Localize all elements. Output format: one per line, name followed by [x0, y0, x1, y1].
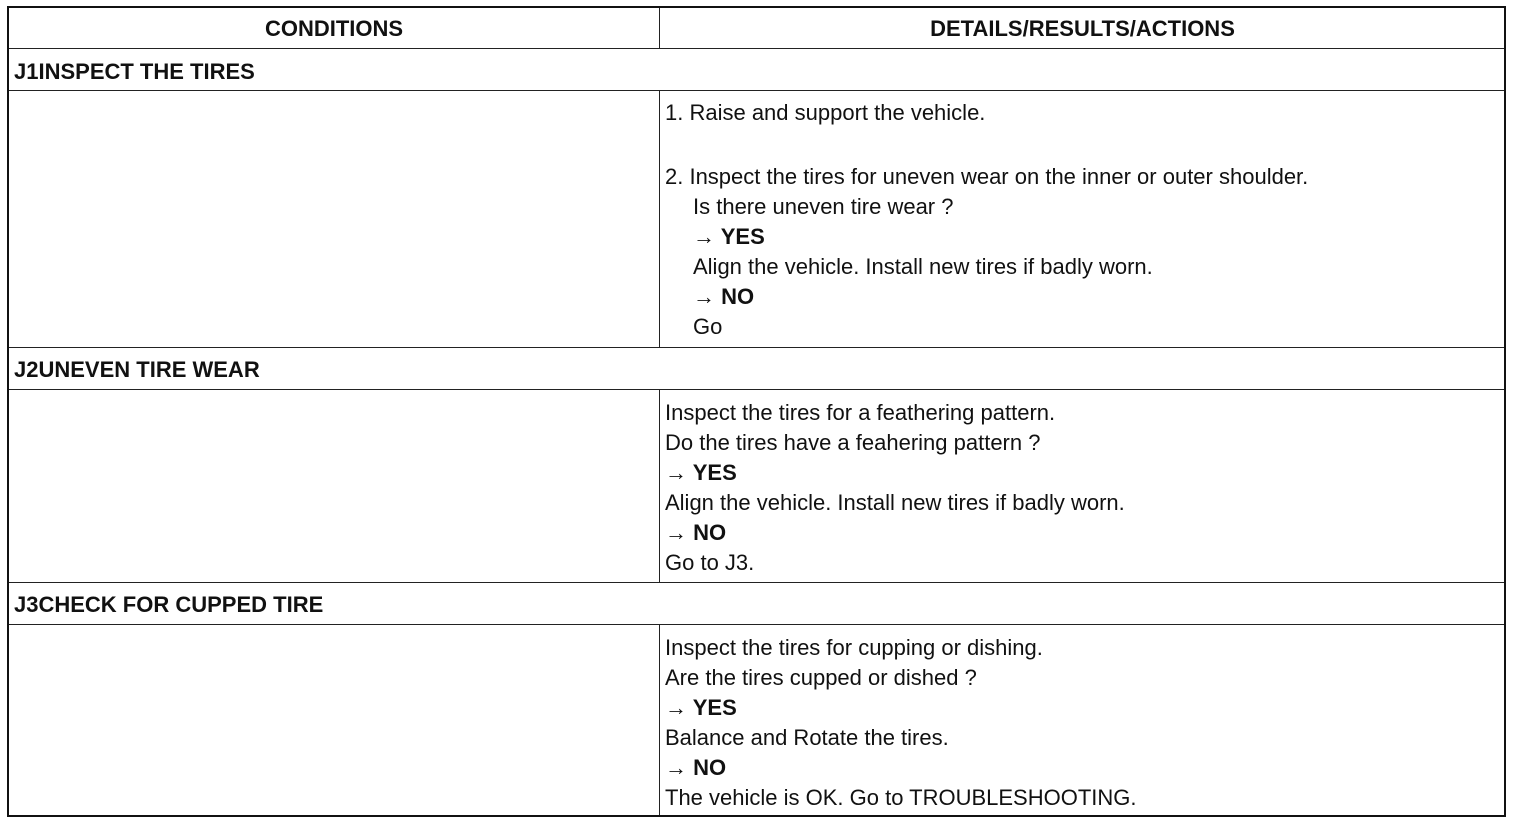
question-line: Is there uneven tire wear ?	[693, 194, 954, 219]
section-title-j3: J3CHECK FOR CUPPED TIRE	[14, 592, 324, 617]
no-label: → NO	[693, 284, 755, 309]
header-details: DETAILS/RESULTS/ACTIONS	[930, 16, 1235, 41]
action-line: The vehicle is OK. Go to TROUBLESHOOTING.	[665, 785, 1137, 810]
question-line: Are the tires cupped or dished ?	[665, 665, 977, 690]
column-divider	[659, 624, 660, 815]
no-label: → NO	[665, 520, 727, 545]
section-title-j1: J1INSPECT THE TIRES	[14, 59, 255, 84]
section-body-j1	[665, 98, 1308, 342]
step-line: 2. Inspect the tires for uneven wear on the inner or outer shoulder.	[665, 164, 1309, 189]
section-body-j3	[665, 633, 1137, 813]
action-line: Go to J3.	[665, 550, 755, 575]
action-line: Balance and Rotate the tires.	[665, 725, 949, 750]
step-line: Inspect the tires for a feathering pattern.	[665, 400, 1056, 425]
section-body-j2	[665, 398, 1125, 578]
action-line: Align the vehicle. Install new tires if badly worn.	[693, 254, 1153, 279]
step-line: 1. Raise and support the vehicle.	[665, 100, 986, 125]
step-line: Inspect the tires for cupping or dishing.	[665, 635, 1043, 660]
no-label: → NO	[665, 755, 727, 780]
question-line: Do the tires have a feahering pattern ?	[665, 430, 1041, 455]
action-line: Go	[693, 314, 723, 339]
column-divider	[659, 389, 660, 582]
action-line: Align the vehicle. Install new tires if badly worn.	[665, 490, 1125, 515]
troubleshooting-table	[7, 6, 1506, 817]
yes-label: → YES	[665, 695, 737, 720]
column-divider	[659, 90, 660, 347]
header-conditions: CONDITIONS	[264, 16, 404, 41]
yes-label: → YES	[693, 224, 765, 249]
yes-label: → YES	[665, 460, 737, 485]
column-divider	[659, 8, 660, 48]
section-title-j2: J2UNEVEN TIRE WEAR	[14, 357, 260, 382]
